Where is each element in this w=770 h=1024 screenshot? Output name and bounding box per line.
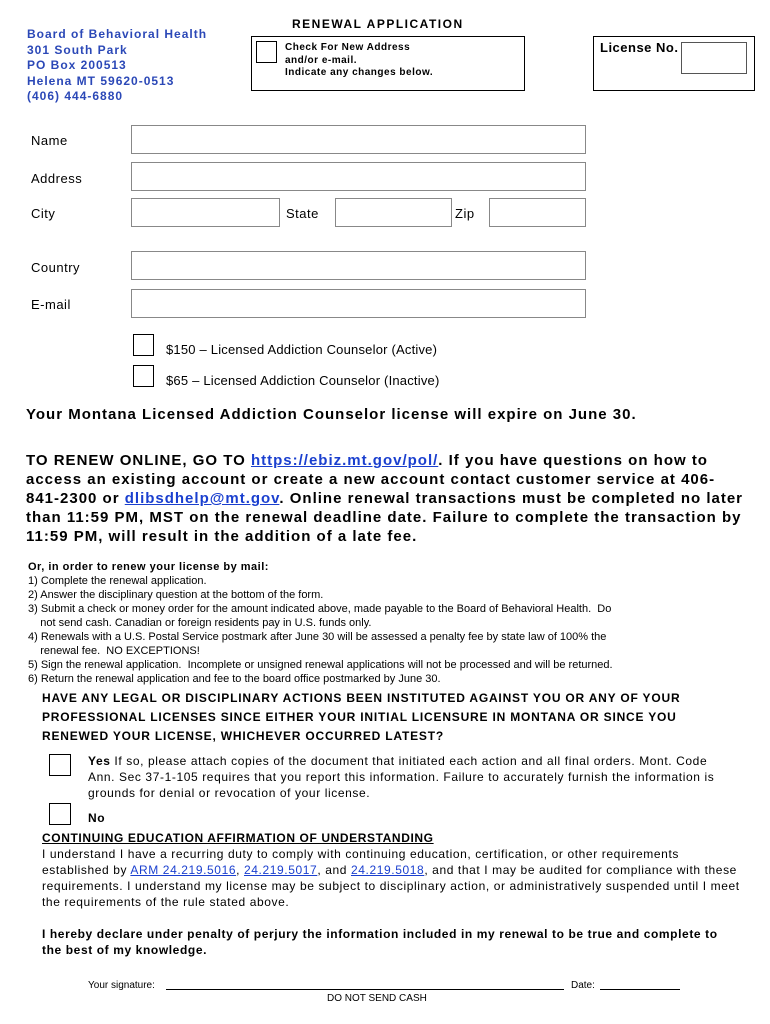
ce-text-2: , and that I may be audited for compliance with these requirements. I understand my license may be subject to disciplinary action, or administratively suspended until I meet the requirements of the rule stated above. <box>42 863 740 909</box>
date-line[interactable] <box>600 989 680 990</box>
no-label: No <box>88 811 106 825</box>
mail-step: 3) Submit a check or money order for the amount indicated above, made payable to the Board of Behavioral Health. Do <box>28 603 612 615</box>
fee-inactive-checkbox[interactable] <box>133 365 154 387</box>
name-label: Name <box>31 133 68 148</box>
disciplinary-question: HAVE ANY LEGAL OR DISCIPLINARY ACTIONS BEEN INSTITUTED AGAINST YOU OR ANY OF YOUR PROFESSIONAL LICENSES SINCE EITHER YOUR INITIAL LICENSURE IN MONTANA OR SINCE YOU RENEWED YOUR LICENSE, WHICHEVER OCCURRED LATEST? <box>42 691 681 743</box>
ce-text <box>42 846 748 910</box>
license-label: License No. <box>600 40 679 55</box>
license-number-field[interactable] <box>681 42 747 74</box>
agency-line: Board of Behavioral Health <box>27 27 208 41</box>
mail-step: 6) Return the renewal application and fee to the board office postmarked by June 30. <box>28 673 441 685</box>
online-prefix: TO RENEW ONLINE, GO TO <box>26 452 251 469</box>
signature-line[interactable] <box>166 989 564 990</box>
state-field[interactable] <box>335 198 452 227</box>
mail-step: 5) Sign the renewal application. Incomplete or unsigned renewal applications will not be processed and will be returned. <box>28 659 613 671</box>
yes-checkbox[interactable] <box>49 754 71 776</box>
mail-step: renewal fee. NO EXCEPTIONS! <box>28 645 200 657</box>
mail-heading: Or, in order to renew your license by mail: <box>28 561 269 573</box>
fee-inactive-label: $65 – Licensed Addiction Counselor (Inactive) <box>166 373 440 388</box>
address-change-text <box>285 42 433 80</box>
online-suffix: . Online renewal transactions must be completed no later than 11:59 PM, MST on the renewal deadline date. Failure to complete the transaction by 11:59 PM, will result in the addition of a late fee. <box>26 490 744 545</box>
online-renewal-text <box>26 451 746 546</box>
ce-text-1: I understand I have a recurring duty to comply with continuing education, certification, or other requirements established by <box>42 847 679 877</box>
name-field[interactable] <box>131 125 586 154</box>
agency-line: PO Box 200513 <box>27 58 127 72</box>
expire-notice: Your Montana Licensed Addiction Counselor license will expire on June 30. <box>26 406 637 423</box>
online-mid: . If you have questions on how to access an existing account or create a new account contact customer service at 406-841-2300 or <box>26 452 716 507</box>
mail-step: 1) Complete the renewal application. <box>28 575 207 587</box>
yes-label: Yes <box>88 754 111 768</box>
arm-link-5017[interactable]: 24.219.5017 <box>244 863 318 877</box>
agency-address <box>27 27 207 105</box>
ce-sep: , and <box>317 863 351 877</box>
fee-active-label: $150 – Licensed Addiction Counselor (Active) <box>166 342 438 357</box>
email-field[interactable] <box>131 289 586 318</box>
yes-description: If so, please attach copies of the document that initiated each action and all final orders. Mont. Code Ann. Sec 37-1-105 requires that you report this information. Failure to accurately furnish the information is grounds for denial or revocation of your license. <box>88 754 715 800</box>
address-label: Address <box>31 171 83 186</box>
arm-link-5018[interactable]: 24.219.5018 <box>350 863 425 877</box>
city-label: City <box>31 206 56 221</box>
help-email-link[interactable]: dlibsdhelp@mt.gov <box>124 490 280 507</box>
email-label: E-mail <box>31 297 71 312</box>
country-field[interactable] <box>131 251 586 280</box>
fee-active-checkbox[interactable] <box>133 334 154 356</box>
ce-heading: CONTINUING EDUCATION AFFIRMATION OF UNDERSTANDING <box>42 831 434 845</box>
form-title: RENEWAL APPLICATION <box>292 17 464 31</box>
address-change-line: Indicate any changes below. <box>285 67 434 78</box>
mail-step: not send cash. Canadian or foreign residents pay in U.S. funds only. <box>28 617 372 629</box>
date-label: Date: <box>571 980 595 991</box>
agency-line: 301 South Park <box>27 42 128 57</box>
zip-field[interactable] <box>489 198 586 227</box>
agency-line: (406) 444-6880 <box>27 89 124 103</box>
address-change-line: Check For New Address <box>285 42 411 53</box>
online-renewal-link[interactable]: https://ebiz.mt.gov/pol/ <box>250 452 439 469</box>
mail-instructions <box>28 560 748 686</box>
ce-sep: , <box>236 863 244 877</box>
no-checkbox[interactable] <box>49 803 71 825</box>
new-address-checkbox[interactable] <box>256 41 277 63</box>
footer-note: DO NOT SEND CASH <box>327 993 427 1004</box>
yes-text <box>88 753 728 801</box>
declaration: I hereby declare under penalty of perjury the information included in my renewal to be true and complete to the best of my knowledge. <box>42 927 718 957</box>
agency-line: Helena MT 59620-0513 <box>27 73 175 88</box>
arm-link-5016[interactable]: ARM 24.219.5016 <box>130 863 237 877</box>
mail-step: 2) Answer the disciplinary question at the bottom of the form. <box>28 589 324 601</box>
address-field[interactable] <box>131 162 586 191</box>
address-change-line: and/or e-mail. <box>285 54 358 66</box>
state-label: State <box>286 206 319 221</box>
city-field[interactable] <box>131 198 280 227</box>
signature-label: Your signature: <box>88 980 155 991</box>
mail-step: 4) Renewals with a U.S. Postal Service postmark after June 30 will be assessed a penalty fee by state law of 100% the <box>28 631 607 643</box>
country-label: Country <box>31 260 81 275</box>
zip-label: Zip <box>455 206 475 221</box>
